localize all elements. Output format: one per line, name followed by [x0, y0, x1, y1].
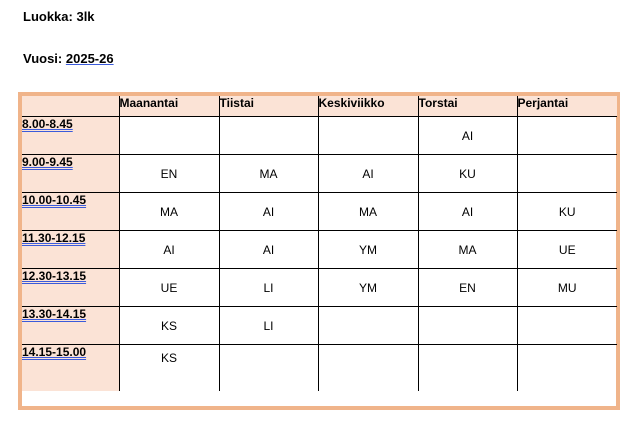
- subject-cell: [517, 117, 617, 155]
- time-slot-label: 12.30-13.15: [22, 269, 87, 283]
- subject-cell: [318, 345, 418, 392]
- class-line: [23, 9, 95, 24]
- subject-cell: KU: [517, 193, 617, 231]
- header-row: [22, 96, 617, 117]
- time-slot-label: 8.00-8.45: [22, 117, 73, 131]
- subject-cell: AI: [219, 231, 318, 269]
- day-header: Keskiviikko: [318, 96, 418, 117]
- subject-cell: MU: [517, 269, 617, 307]
- table-row: [22, 269, 617, 307]
- subject-cell: [219, 345, 318, 392]
- subject-cell: AI: [318, 155, 418, 193]
- table-row: [22, 307, 617, 345]
- subject-cell: AI: [418, 117, 517, 155]
- table-row: [22, 345, 617, 392]
- class-value: 3lk: [76, 9, 95, 24]
- subject-cell: [318, 307, 418, 345]
- subject-cell: MA: [418, 231, 517, 269]
- subject-cell: YM: [318, 269, 418, 307]
- timetable-body: [22, 117, 617, 392]
- subject-cell: [219, 117, 318, 155]
- subject-cell: [517, 155, 617, 193]
- time-slot-cell: [22, 117, 119, 155]
- subject-cell: [418, 307, 517, 345]
- day-header: Maanantai: [119, 96, 219, 117]
- time-slot-label: 14.15-15.00: [22, 345, 87, 359]
- subject-cell: KS: [119, 345, 219, 392]
- year-value: 2025-26: [65, 51, 114, 66]
- time-slot-cell: [22, 231, 119, 269]
- subject-cell: [517, 307, 617, 345]
- time-slot-label: 9.00-9.45: [22, 155, 73, 169]
- subject-cell: LI: [219, 307, 318, 345]
- table-row: [22, 117, 617, 155]
- year-label: Vuosi:: [23, 51, 63, 66]
- subject-cell: AI: [219, 193, 318, 231]
- subject-cell: [119, 117, 219, 155]
- subject-cell: UE: [517, 231, 617, 269]
- time-slot-cell: [22, 307, 119, 345]
- time-slot-cell: [22, 155, 119, 193]
- subject-cell: EN: [418, 269, 517, 307]
- subject-cell: [517, 345, 617, 392]
- day-header: Perjantai: [517, 96, 617, 117]
- subject-cell: YM: [318, 231, 418, 269]
- time-slot-cell: [22, 269, 119, 307]
- table-row: [22, 155, 617, 193]
- subject-cell: UE: [119, 269, 219, 307]
- day-header: Torstai: [418, 96, 517, 117]
- table-row: [22, 193, 617, 231]
- subject-cell: LI: [219, 269, 318, 307]
- subject-cell: MA: [119, 193, 219, 231]
- time-slot-label: 10.00-10.45: [22, 193, 87, 207]
- subject-cell: MA: [219, 155, 318, 193]
- timetable: [22, 96, 617, 391]
- year-line: [23, 51, 114, 66]
- subject-cell: MA: [318, 193, 418, 231]
- subject-cell: KS: [119, 307, 219, 345]
- time-slot-label: 11.30-12.15: [22, 231, 86, 245]
- subject-cell: KU: [418, 155, 517, 193]
- class-label: Luokka:: [23, 9, 73, 24]
- time-slot-cell: [22, 193, 119, 231]
- time-slot-label: 13.30-14.15: [22, 307, 87, 321]
- timetable-frame: [18, 92, 620, 410]
- subject-cell: [418, 345, 517, 392]
- header-corner-cell: [22, 96, 119, 117]
- table-row: [22, 231, 617, 269]
- subject-cell: AI: [418, 193, 517, 231]
- day-header: Tiistai: [219, 96, 318, 117]
- subject-cell: [318, 117, 418, 155]
- subject-cell: EN: [119, 155, 219, 193]
- time-slot-cell: [22, 345, 119, 392]
- subject-cell: AI: [119, 231, 219, 269]
